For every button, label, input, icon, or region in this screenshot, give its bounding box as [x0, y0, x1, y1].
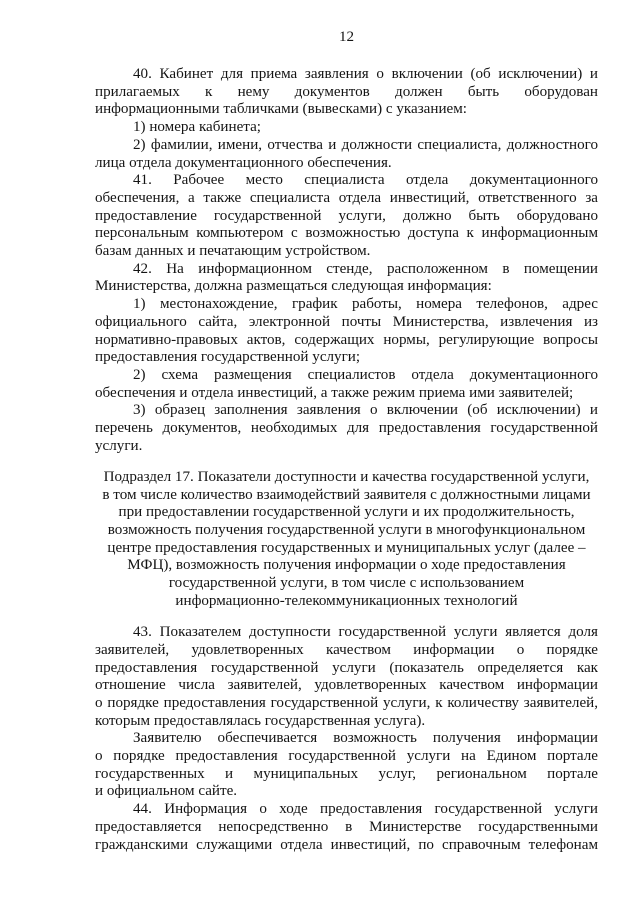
text-line: персональным компьютером с возможностью доступа к информационным	[95, 225, 598, 242]
text-line: обеспечения, а также специалиста отдела инвестиций, ответственного за	[95, 189, 598, 206]
list-item-specialists-layout	[95, 367, 598, 402]
text-line: 2) фамилии, имени, отчества и должности специалиста, должностного	[133, 136, 598, 153]
text-line: 3) образец заполнения заявления о включении (об исключении) и	[133, 402, 598, 419]
text-line: нормативно-правовых актов, содержащих нормы, регулирующие вопросы	[95, 331, 598, 348]
text-line: обеспечения и отдела инвестиций, а также режим приема ими заявителей;	[95, 384, 574, 401]
list-item-room-number	[95, 119, 598, 137]
text-line: о порядке предоставления государственной услуги, к количеству заявителей,	[95, 694, 598, 711]
text-line: предоставления государственной услуги;	[95, 349, 361, 366]
heading-line: Подраздел 17. Показатели доступности и качества государственной услуги,	[103, 468, 590, 485]
heading-line: государственной услуги, в том числе с использованием	[168, 575, 525, 592]
body-text-top	[95, 66, 598, 455]
text-line: 44. Информация о ходе предоставления государственной услуги	[133, 801, 598, 818]
heading-line: возможность получения государственной услуги в многофункциональном	[107, 522, 586, 539]
text-line: базам данных и печатающим устройством.	[95, 243, 371, 260]
text-line: государственных и муниципальных услуг, региональном портале	[95, 765, 598, 782]
paragraph-40	[95, 66, 598, 119]
heading-line: в том числе количество взаимодействий заявителя с должностными лицами	[102, 486, 591, 503]
text-line: Министерства, должна размещаться следующая информация:	[95, 278, 492, 295]
text-line: информационными табличками (вывесками) с указанием:	[95, 101, 467, 118]
page-number: 12	[338, 29, 355, 45]
list-item-specialist-details	[95, 137, 598, 172]
text-line: 40. Кабинет для приема заявления о включении (об исключении) и	[133, 66, 598, 82]
heading-line: информационно-телекоммуникационных технологий	[175, 592, 518, 609]
text-line: предоставления государственной услуги (показатель определяется как	[95, 659, 598, 676]
heading-line: центре предоставления государственных и муниципальных услуг (далее –	[107, 539, 586, 556]
paragraph-44	[95, 801, 598, 854]
heading-line: МФЦ), возможность получения информации о ходе предоставления	[127, 557, 566, 574]
list-item-location-and-contacts	[95, 296, 598, 367]
paragraph-42	[95, 261, 598, 296]
heading-line: при предоставлении государственной услуги и их продолжительность,	[118, 504, 575, 521]
paragraph-43	[95, 624, 598, 730]
text-line: услуги.	[95, 437, 143, 454]
text-line: 42. На информационном стенде, расположенном в помещении	[133, 260, 598, 277]
text-line: 2) схема размещения специалистов отдела документационного	[133, 366, 598, 383]
paragraph-41	[95, 172, 598, 261]
list-item-application-sample	[95, 402, 598, 455]
text-line: лица отдела документационного обеспечения.	[95, 154, 392, 171]
text-line: гражданскими служащими отдела инвестиций, по справочным телефонам	[95, 836, 598, 853]
document-body	[95, 66, 598, 854]
text-line: 1) номера кабинета;	[133, 119, 261, 136]
text-line: 41. Рабочее место специалиста отдела документационного	[133, 172, 598, 189]
text-line: предоставление государственной услуги, должно быть оборудовано	[95, 207, 598, 224]
subsection-17-heading	[95, 469, 598, 611]
paragraph-applicant-information-access	[95, 730, 598, 801]
text-line: перечень документов, необходимых для предоставления государственной	[95, 420, 598, 437]
text-line: и официальном сайте.	[95, 783, 238, 800]
text-line: 1) местонахождение, график работы, номера телефонов, адрес	[133, 296, 598, 313]
text-line: прилагаемых к нему документов должен быть оборудован	[95, 83, 598, 100]
text-line: 43. Показателем доступности государственной услуги является доля	[133, 624, 598, 641]
text-line: официального сайта, электронной почты Министерства, извлечения из	[95, 313, 598, 330]
text-line: заявителей, удовлетворенных качеством информации о порядке	[95, 641, 598, 658]
body-text-bottom	[95, 624, 598, 854]
text-line: предоставляется непосредственно в Министерстве государственными	[95, 818, 598, 835]
text-line: которым предоставлялась государственная услуга).	[95, 712, 426, 729]
text-line: Заявителю обеспечивается возможность получения информации	[133, 730, 598, 747]
text-line: о порядке предоставления государственной услуги на Едином портале	[95, 748, 598, 765]
text-line: отношение числа заявителей, удовлетворенных качеством информации	[95, 677, 598, 694]
